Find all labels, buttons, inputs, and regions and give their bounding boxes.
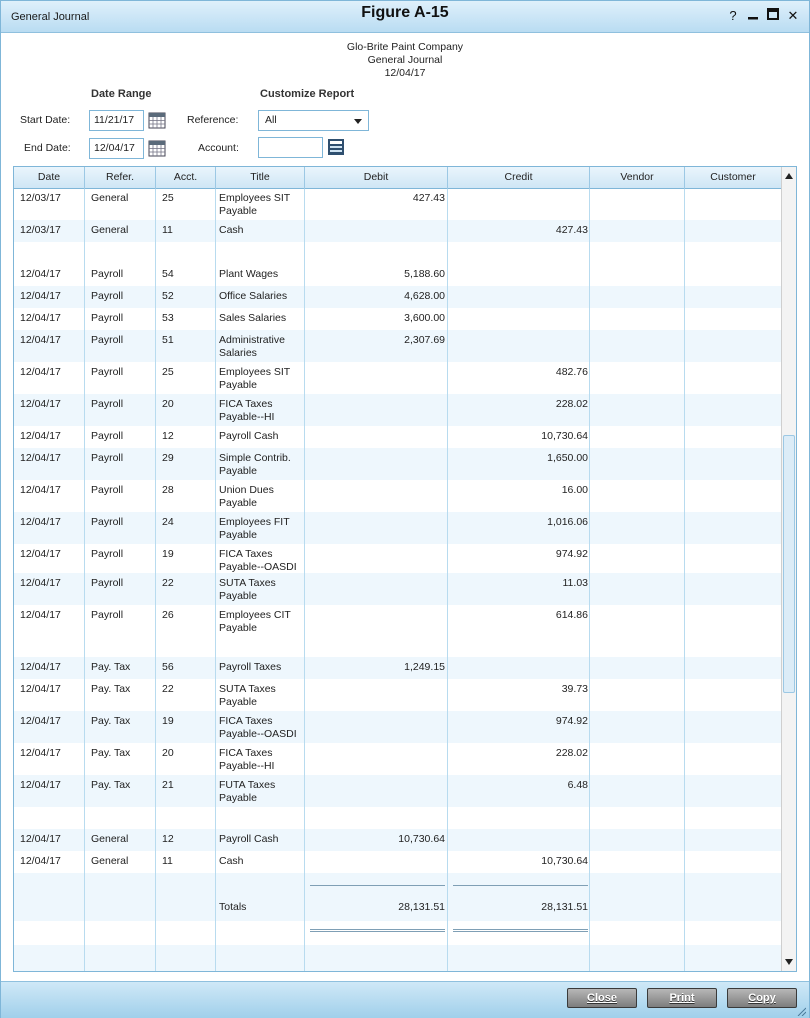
- cell-reference: Payroll: [91, 452, 124, 464]
- totals-credit: 28,131.51: [541, 901, 588, 913]
- cell-debit: 2,307.69: [404, 334, 445, 346]
- cell-date: 12/04/17: [20, 683, 61, 695]
- column-header-acct[interactable]: Acct.: [156, 167, 216, 189]
- cell-reference: Payroll: [91, 398, 124, 410]
- cell-account: 29: [162, 452, 174, 464]
- cell-debit: 10,730.64: [398, 833, 445, 845]
- table-row[interactable]: [14, 851, 782, 873]
- reference-selected-value: All: [265, 114, 277, 126]
- cell-credit: 614.86: [555, 609, 588, 621]
- footer-bar: [1, 981, 809, 1018]
- table-row[interactable]: [14, 394, 782, 426]
- scroll-up-icon: [782, 168, 796, 184]
- cell-debit: 3,600.00: [404, 312, 445, 324]
- cell-account: 20: [162, 398, 174, 410]
- cell-account: 11: [162, 224, 173, 236]
- grid-header: [14, 167, 782, 189]
- cell-date: 12/04/17: [20, 268, 61, 280]
- table-row[interactable]: [14, 188, 782, 220]
- account-input[interactable]: [258, 137, 323, 158]
- totals-label: Totals: [219, 901, 247, 913]
- cell-credit: 1,650.00: [547, 452, 588, 464]
- maximize-button[interactable]: [765, 8, 781, 24]
- column-header-refer[interactable]: Refer.: [85, 167, 156, 189]
- table-row[interactable]: [14, 775, 782, 807]
- reference-label: Reference:: [187, 114, 239, 126]
- credit-total-double-rule: [453, 929, 588, 932]
- table-row[interactable]: [14, 829, 782, 851]
- totals-debit: 28,131.51: [398, 901, 445, 913]
- cell-date: 12/04/17: [20, 715, 61, 727]
- cell-reference: General: [91, 192, 129, 204]
- cell-account: 11: [162, 855, 173, 867]
- cell-account: 20: [162, 747, 174, 759]
- scroll-down-icon: [782, 954, 796, 970]
- account-label: Account:: [198, 142, 239, 154]
- cell-reference: Payroll: [91, 430, 124, 442]
- cell-reference: Payroll: [91, 609, 124, 621]
- cell-reference: Payroll: [91, 516, 124, 528]
- cell-title: Cash: [219, 855, 244, 867]
- dropdown-arrow-icon: [354, 119, 362, 124]
- cell-reference: Payroll: [91, 268, 124, 280]
- report-date: 12/04/17: [384, 67, 426, 79]
- cell-credit: 1,016.06: [547, 516, 588, 528]
- minimize-button[interactable]: [745, 8, 761, 24]
- cell-date: 12/04/17: [20, 609, 61, 621]
- cell-date: 12/04/17: [20, 747, 61, 759]
- scrollbar-thumb[interactable]: [783, 435, 795, 693]
- cell-date: 12/04/17: [20, 577, 61, 589]
- cell-credit: 974.92: [555, 548, 588, 560]
- cell-credit: 11.03: [562, 577, 588, 589]
- start-date-input[interactable]: 11/21/17: [89, 110, 144, 131]
- cell-date: 12/04/17: [20, 548, 61, 560]
- cell-date: 12/04/17: [20, 334, 61, 346]
- cell-reference: Pay. Tax: [91, 779, 131, 791]
- maximize-icon: [767, 8, 779, 20]
- cell-account: 28: [162, 484, 174, 496]
- cell-account: 26: [162, 609, 174, 621]
- close-window-button[interactable]: ✕: [787, 8, 799, 23]
- table-row[interactable]: [14, 605, 782, 637]
- cell-reference: General: [91, 855, 129, 867]
- cell-reference: Pay. Tax: [91, 683, 131, 695]
- cell-account: 54: [162, 268, 174, 280]
- scroll-down-button[interactable]: [782, 954, 796, 970]
- cell-title: Administrative Salaries: [219, 334, 285, 359]
- cell-debit: 427.43: [412, 192, 445, 204]
- cell-title: Employees FIT Payable: [219, 516, 290, 541]
- cell-date: 12/04/17: [20, 398, 61, 410]
- row-stripe: [14, 945, 782, 972]
- cell-title: FICA Taxes Payable--HI: [219, 398, 275, 423]
- title-bar: [1, 1, 809, 33]
- resize-grip-icon[interactable]: [796, 1006, 806, 1016]
- cell-title: Payroll Cash: [219, 833, 279, 845]
- report-header: [1, 41, 809, 80]
- cell-title: Payroll Taxes: [219, 661, 282, 673]
- cell-account: 52: [162, 290, 174, 302]
- cell-credit: 39.73: [561, 683, 588, 695]
- totals-row: [14, 901, 782, 923]
- end-date-input[interactable]: 12/04/17: [89, 138, 144, 159]
- cell-account: 21: [162, 779, 174, 791]
- cell-reference: Pay. Tax: [91, 715, 131, 727]
- close-button[interactable]: Close: [567, 988, 637, 1008]
- cell-date: 12/04/17: [20, 779, 61, 791]
- cell-account: 12: [162, 430, 174, 442]
- cell-reference: General: [91, 224, 129, 236]
- cell-account: 22: [162, 683, 174, 695]
- cell-reference: General: [91, 833, 129, 845]
- cell-credit: 228.02: [555, 747, 588, 759]
- cell-title: FICA Taxes Payable--HI: [219, 747, 275, 772]
- cell-title: FUTA Taxes Payable: [219, 779, 276, 804]
- copy-button[interactable]: Copy: [727, 988, 797, 1008]
- table-row[interactable]: [14, 286, 782, 308]
- cell-date: 12/03/17: [20, 192, 61, 204]
- cell-date: 12/03/17: [20, 224, 61, 236]
- cell-title: Sales Salaries: [219, 312, 287, 324]
- print-button[interactable]: Print: [647, 988, 717, 1008]
- end-date-label: End Date:: [24, 142, 71, 154]
- table-row[interactable]: [14, 220, 782, 242]
- calendar-icon[interactable]: [148, 139, 166, 157]
- cell-title: Union Dues Payable: [219, 484, 274, 509]
- cell-title: SUTA Taxes Payable: [219, 683, 276, 708]
- cell-account: 19: [162, 548, 174, 560]
- cell-title: Payroll Cash: [219, 430, 279, 442]
- cell-debit: 1,249.15: [404, 661, 445, 673]
- cell-account: 19: [162, 715, 174, 727]
- cell-title: Simple Contrib. Payable: [219, 452, 291, 477]
- cell-title: SUTA Taxes Payable: [219, 577, 276, 602]
- cell-reference: Payroll: [91, 577, 124, 589]
- cell-credit: 10,730.64: [541, 430, 588, 442]
- calendar-icon[interactable]: [148, 111, 166, 129]
- cell-debit: 5,188.60: [404, 268, 445, 280]
- vertical-scrollbar[interactable]: [781, 167, 796, 971]
- cell-reference: Pay. Tax: [91, 747, 131, 759]
- cell-debit: 4,628.00: [404, 290, 445, 302]
- start-date-label: Start Date:: [20, 114, 71, 126]
- cell-credit: 10,730.64: [541, 855, 588, 867]
- cell-account: 53: [162, 312, 174, 324]
- figure-title: Figure A-15: [361, 4, 449, 21]
- minimize-icon: [747, 8, 759, 20]
- report-name: General Journal: [367, 54, 443, 66]
- cell-date: 12/04/17: [20, 855, 61, 867]
- cell-credit: 974.92: [555, 715, 588, 727]
- cell-title: Cash: [219, 224, 244, 236]
- credit-subtotal-rule: [453, 885, 588, 886]
- cell-title: Employees SIT Payable: [219, 192, 291, 217]
- cell-reference: Payroll: [91, 548, 124, 560]
- cell-credit: 427.43: [555, 224, 588, 236]
- cell-account: 56: [162, 661, 174, 673]
- cell-date: 12/04/17: [20, 430, 61, 442]
- cell-date: 12/04/17: [20, 366, 61, 378]
- cell-date: 12/04/17: [20, 661, 61, 673]
- account-lookup-icon[interactable]: [327, 138, 345, 156]
- table-row[interactable]: [14, 480, 782, 512]
- cell-title: FICA Taxes Payable--OASDI: [219, 548, 297, 573]
- help-button[interactable]: ?: [729, 8, 737, 23]
- column-header-credit[interactable]: Credit: [448, 167, 590, 189]
- cell-credit: 16.00: [561, 484, 588, 496]
- cell-date: 12/04/17: [20, 833, 61, 845]
- table-row[interactable]: [14, 743, 782, 775]
- cell-reference: Pay. Tax: [91, 661, 131, 673]
- column-header-debit[interactable]: Debit: [305, 167, 448, 189]
- table-row[interactable]: [14, 711, 782, 743]
- table-row[interactable]: [14, 679, 782, 711]
- cell-title: Office Salaries: [219, 290, 288, 302]
- cell-title: Plant Wages: [219, 268, 279, 280]
- column-header-customer[interactable]: Customer: [685, 167, 782, 189]
- cell-reference: Payroll: [91, 484, 124, 496]
- cell-credit: 228.02: [555, 398, 588, 410]
- column-header-title[interactable]: Title: [216, 167, 305, 189]
- table-row[interactable]: [14, 448, 782, 480]
- cell-title: Employees SIT Payable: [219, 366, 291, 391]
- cell-reference: Payroll: [91, 290, 124, 302]
- company-name: Glo-Brite Paint Company: [346, 41, 464, 53]
- cell-account: 22: [162, 577, 174, 589]
- app-title: General Journal: [11, 11, 90, 23]
- cell-account: 51: [162, 334, 174, 346]
- cell-title: FICA Taxes Payable--OASDI: [219, 715, 297, 740]
- column-header-vendor[interactable]: Vendor: [590, 167, 685, 189]
- column-header-date[interactable]: Date: [14, 167, 85, 189]
- cell-date: 12/04/17: [20, 290, 61, 302]
- debit-subtotal-rule: [310, 885, 445, 886]
- cell-date: 12/04/17: [20, 452, 61, 464]
- customize-report-heading: Customize Report: [260, 88, 355, 100]
- scroll-up-button[interactable]: [782, 168, 796, 184]
- cell-account: 25: [162, 366, 174, 378]
- table-row[interactable]: [14, 264, 782, 286]
- cell-account: 25: [162, 192, 174, 204]
- reference-select[interactable]: [258, 110, 369, 131]
- cell-credit: 6.48: [567, 779, 588, 791]
- cell-credit: 482.76: [555, 366, 588, 378]
- cell-reference: Payroll: [91, 334, 124, 346]
- cell-date: 12/04/17: [20, 484, 61, 496]
- date-range-heading: Date Range: [91, 88, 152, 100]
- cell-account: 24: [162, 516, 174, 528]
- table-row[interactable]: [14, 426, 782, 448]
- table-row[interactable]: [14, 544, 782, 573]
- table-row[interactable]: [14, 512, 782, 544]
- table-row[interactable]: [14, 573, 782, 605]
- table-row[interactable]: [14, 362, 782, 394]
- cell-date: 12/04/17: [20, 312, 61, 324]
- cell-title: Employees CIT Payable: [219, 609, 291, 634]
- journal-grid: [13, 166, 797, 972]
- cell-reference: Payroll: [91, 366, 124, 378]
- table-row[interactable]: [14, 657, 782, 679]
- table-row[interactable]: [14, 308, 782, 330]
- cell-account: 12: [162, 833, 174, 845]
- table-row[interactable]: [14, 330, 782, 362]
- debit-total-double-rule: [310, 929, 445, 932]
- cell-reference: Payroll: [91, 312, 124, 324]
- cell-date: 12/04/17: [20, 516, 61, 528]
